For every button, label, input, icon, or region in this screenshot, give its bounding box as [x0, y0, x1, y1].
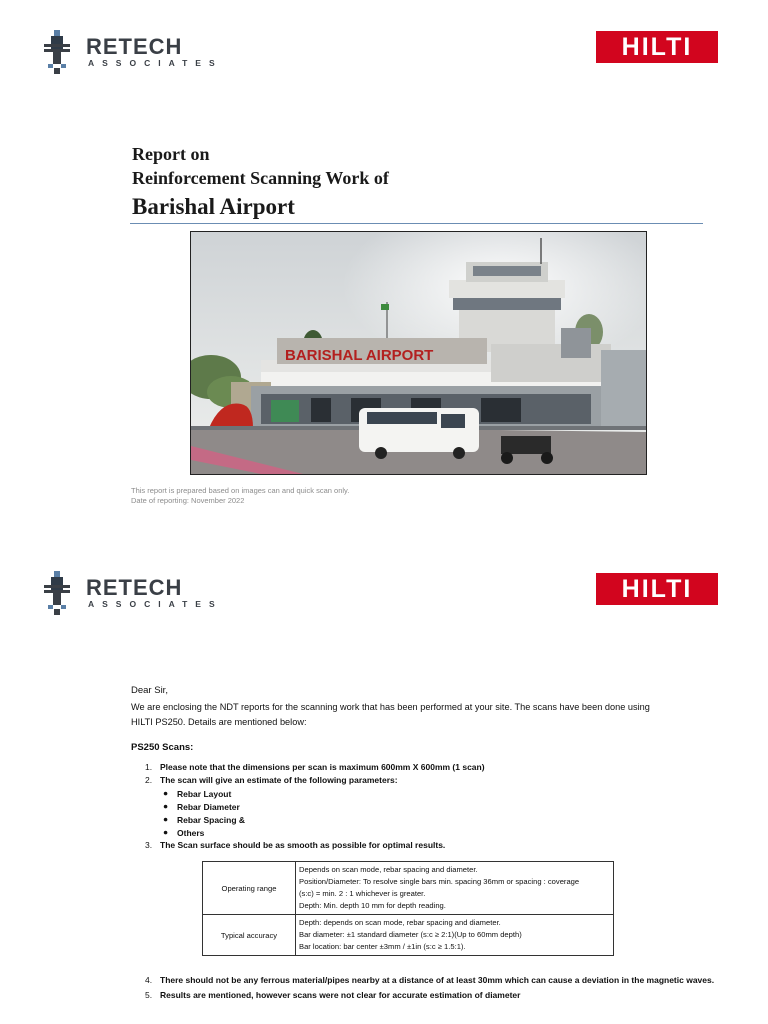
intro-line2: HILTI PS250. Details are mentioned below: [131, 717, 307, 727]
list-number: 2. [145, 775, 153, 785]
retech-logo-sub: ASSOCIATES [88, 599, 223, 609]
bullet-dot-icon: ● [163, 788, 169, 798]
table-row [203, 862, 614, 915]
table-line: Bar location: bar center ±3mm / ±1in (s:c ≥ 1.5:1). [299, 942, 466, 951]
table-line: Bar diameter: ±1 standard diameter (s:c ≥ 2:1)(Up to 60mm depth) [299, 930, 522, 939]
section-heading: PS250 Scans: [131, 742, 194, 753]
list-number: 3. [145, 840, 153, 850]
list-number: 1. [145, 762, 153, 772]
intro-line1: We are enclosing the NDT reports for the scanning work that has been performed at your site. The scans have been done using [131, 702, 650, 712]
bullet-dot-icon: ● [163, 801, 169, 811]
table-line: Depends on scan mode, rebar spacing and diameter. [299, 865, 478, 874]
retech-logo-sub: ASSOCIATES [88, 58, 223, 68]
list-item: The scan will give an estimate of the following parameters: [160, 775, 398, 785]
report-title-line2: Reinforcement Scanning Work of [132, 168, 389, 188]
bullet-item: Rebar Layout [177, 789, 232, 799]
airport-sign-text: BARISHAL AIRPORT [285, 347, 434, 364]
bullet-item: Rebar Diameter [177, 802, 240, 812]
list-item: There should not be any ferrous material/pipes nearby at a distance of at least 30mm which can cause a deviation in the magnetic waves. [160, 975, 715, 985]
list-number: 4. [145, 975, 153, 985]
hilti-logo-page2: HILTI [596, 573, 718, 605]
retech-logo-name: RETECH [86, 34, 183, 59]
table-line: Depth: depends on scan mode, rebar spacing and diameter. [299, 918, 501, 927]
table-cell-label: Operating range [203, 862, 296, 915]
bullet-item: Others [177, 828, 205, 838]
retech-logo [42, 30, 232, 76]
airport-photo-illustration [191, 232, 647, 475]
report-title-line1: Report on [132, 144, 210, 164]
report-title-line3: Barishal Airport [132, 194, 295, 219]
table-row [203, 915, 614, 956]
table-cell-value [296, 915, 614, 956]
table-cell-label: Typical accuracy [203, 915, 296, 956]
retech-logo-name: RETECH [86, 575, 183, 600]
retech-emblem-icon [42, 571, 72, 617]
salutation: Dear Sir, [131, 685, 168, 696]
list-item: The Scan surface should be as smooth as possible for optimal results. [160, 840, 446, 850]
hilti-logo: HILTI [596, 31, 718, 63]
list-item: Please note that the dimensions per scan is maximum 600mm X 600mm (1 scan) [160, 762, 485, 772]
specifications-table [202, 861, 614, 956]
table-line: Depth: Min. depth 10 mm for depth reading. [299, 901, 446, 910]
report-note: This report is prepared based on images can and quick scan only. [131, 486, 350, 495]
report-date: Date of reporting: November 2022 [131, 496, 245, 505]
table-line: (s:c) = min. 2 : 1 whichever is greater. [299, 889, 426, 898]
title-divider [130, 223, 703, 224]
list-number: 5. [145, 990, 153, 1000]
airport-photo [190, 231, 647, 475]
list-item: Results are mentioned, however scans were not clear for accurate estimation of diameter [160, 990, 521, 1000]
table-line: Position/Diameter: To resolve single bars min. spacing 36mm or spacing : coverage [299, 877, 580, 886]
retech-emblem-icon [42, 30, 72, 76]
table-cell-value [296, 862, 614, 915]
bullet-dot-icon: ● [163, 814, 169, 824]
retech-logo-page2 [42, 571, 232, 617]
bullet-item: Rebar Spacing & [177, 815, 246, 825]
bullet-dot-icon: ● [163, 827, 169, 837]
